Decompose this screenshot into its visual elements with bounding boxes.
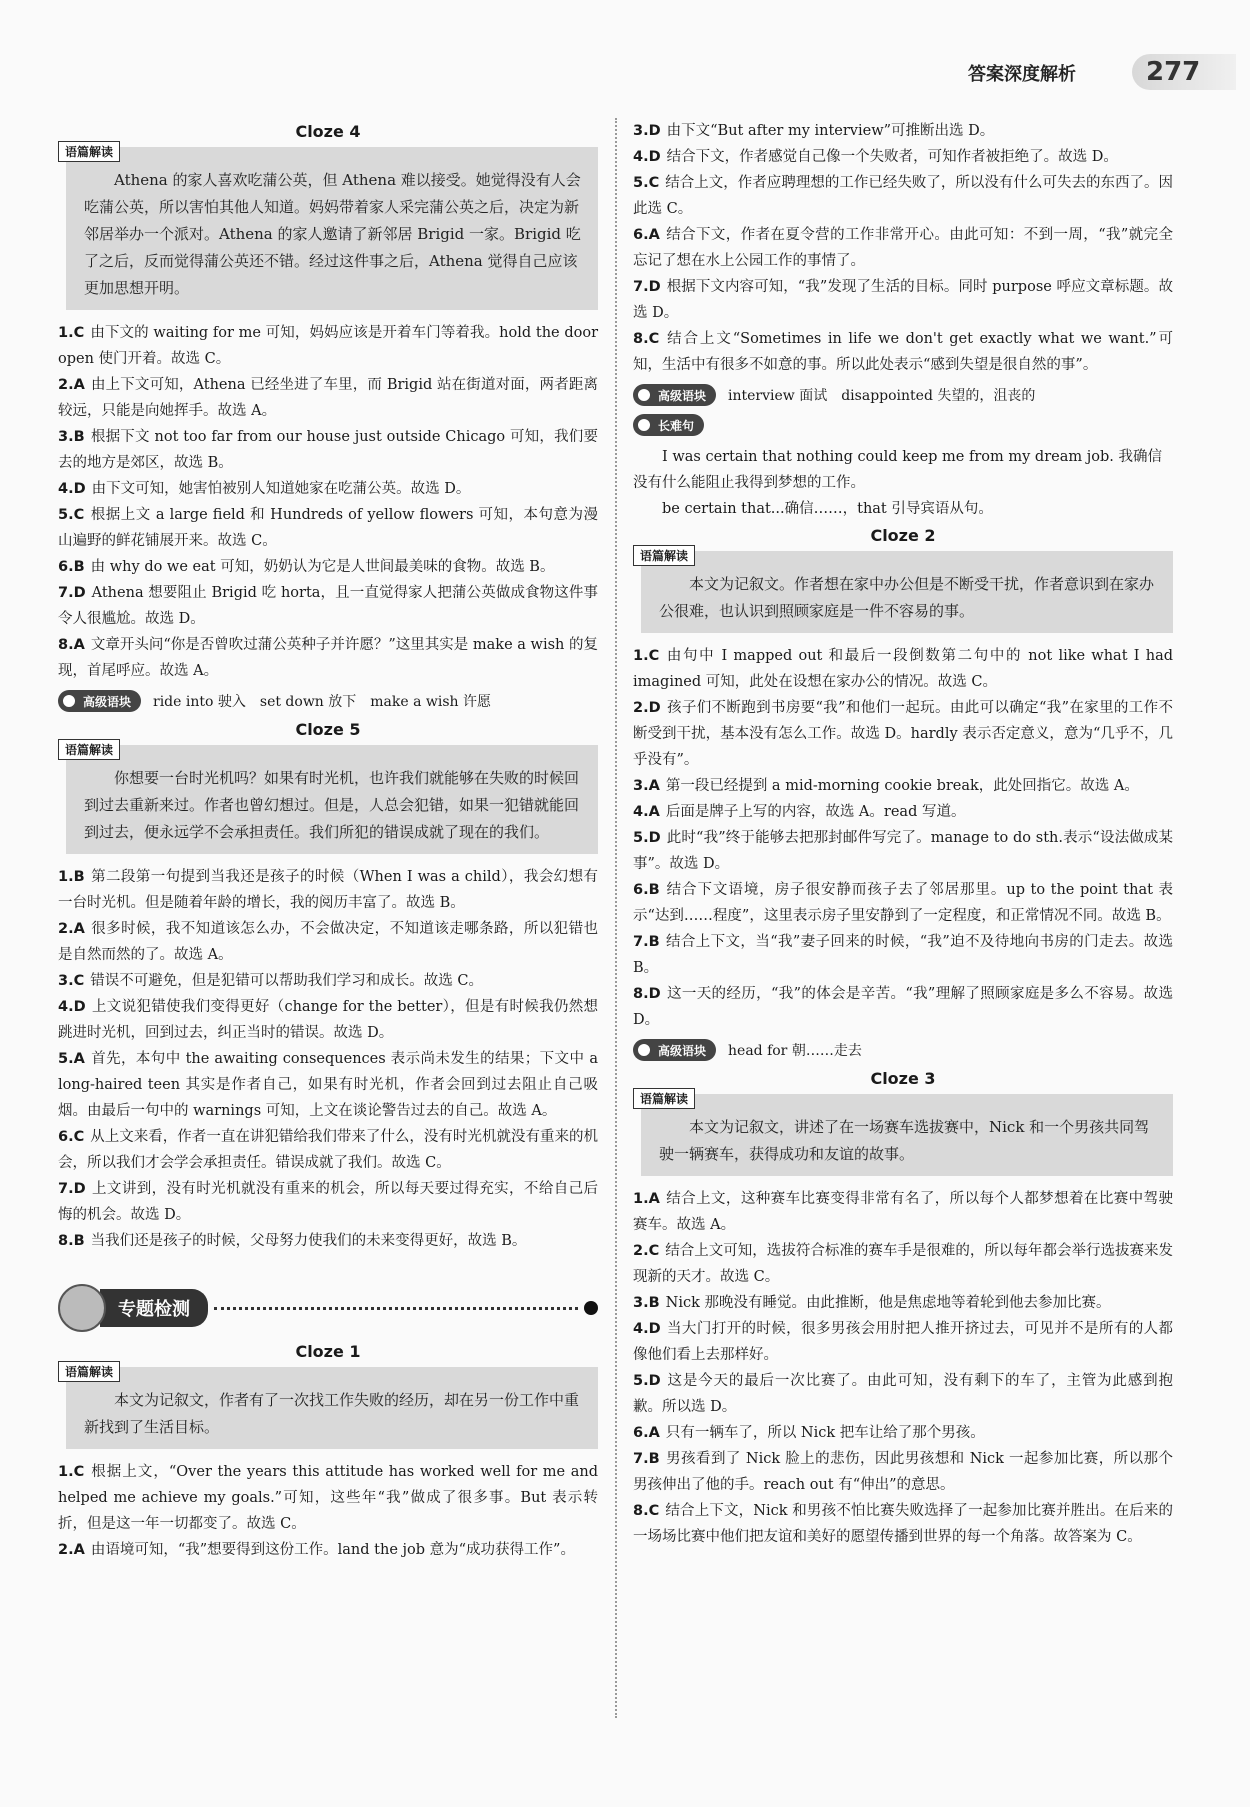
- cloze3-analysis: 本文为记叙文，讲述了在一场赛车选拔赛中，Nick 和一个男孩共同驾驶一辆赛车，获得成功和友谊的故事。: [659, 1118, 1150, 1163]
- answer-number: 8.D: [633, 986, 661, 1002]
- answer-explanation: 首先，本句中 the awaiting consequences 表示尚未发生的结果；下文中 a long-haired teen 其实是作者自己，如果有时光机，作者会回到过去阻止自己吸烟。由最后一句中的 warnings 可知，上文在谈论警告过去的自己。故选 A。: [58, 1051, 598, 1119]
- answer-number: 1.C: [633, 648, 660, 664]
- answer-number: 1.B: [58, 869, 85, 885]
- speech-bubble-icon: [635, 386, 653, 404]
- cloze2-title: Cloze 2: [870, 526, 936, 545]
- answer-item: [633, 695, 1173, 773]
- answer-explanation: 第二段第一句提到当我还是孩子的时候（When I was a child），我会幻想有一台时光机。但是随着年龄的增长，我的阅历丰富了。故选 B。: [58, 869, 598, 911]
- cloze4-analysis-box: [66, 147, 598, 310]
- cloze1-items: [58, 1459, 598, 1563]
- vocab-badge: [58, 690, 141, 712]
- answer-number: 5.D: [633, 1373, 661, 1389]
- page-number: 277: [1132, 54, 1236, 90]
- cloze2-analysis-box: [641, 551, 1173, 633]
- answer-explanation: 上文说犯错使我们变得更好（change for the better），但是有时候我仍然想跳进时光机，回到过去，纠正当时的错误。故选 D。: [58, 999, 598, 1041]
- cloze3-title: Cloze 3: [870, 1069, 936, 1088]
- left-column: [58, 118, 598, 1563]
- answer-item: [58, 372, 598, 424]
- answer-number: 4.D: [58, 481, 86, 497]
- answer-number: 4.A: [633, 804, 660, 820]
- answer-number: 1.A: [633, 1191, 660, 1207]
- answer-explanation: 结合上文，作者应聘理想的工作已经失败了，所以没有什么可失去的东西了。因此选 C。: [633, 175, 1173, 217]
- answer-explanation: 第一段已经提到 a mid-morning cookie break，此处回指它。故选 A。: [665, 778, 1139, 794]
- dotted-rule: [214, 1307, 578, 1310]
- cloze1-vocab: [633, 384, 1173, 406]
- answer-number: 3.C: [58, 973, 85, 989]
- vocab-text: interview 面试 disappointed 失望的，沮丧的: [728, 388, 1036, 404]
- answer-explanation: 当我们还是孩子的时候，父母努力使我们的未来变得更好，故选 B。: [90, 1233, 527, 1249]
- answer-item: [58, 968, 598, 994]
- cloze5-analysis-box: [66, 745, 598, 854]
- vocab-badge: [633, 1039, 716, 1061]
- header-title: 答案深度解析: [968, 64, 1076, 85]
- vocab-tag: 高级语块: [658, 388, 707, 403]
- answer-item: [633, 1420, 1173, 1446]
- answer-explanation: 由下文可知，她害怕被别人知道她家在吃蒲公英。故选 D。: [91, 481, 471, 497]
- answer-item: [633, 643, 1173, 695]
- answer-explanation: Athena 想要阻止 Brigid 吃 horta，且一直觉得家人把蒲公英做成食物这件事令人很尴尬。故选 D。: [58, 585, 598, 627]
- cloze4-analysis: Athena 的家人喜欢吃蒲公英，但 Athena 难以接受。她觉得没有人会吃蒲公英，所以害怕其他人知道。妈妈带着家人采完蒲公英之后，决定为新邻居举办一个派对。Athena 的家人邀请了新邻居 Brigid 一家。Brigid 吃了之后，反而觉得蒲公英还不错。经过这件事之后，Athena 觉得自己应该更加思想开明。: [84, 171, 581, 297]
- answer-number: 3.B: [58, 429, 85, 445]
- answer-item: [633, 799, 1173, 825]
- answer-number: 8.C: [633, 331, 660, 347]
- answer-item: [58, 502, 598, 554]
- answer-item: [633, 877, 1173, 929]
- answer-number: 3.A: [633, 778, 660, 794]
- answer-item: [633, 1186, 1173, 1238]
- cloze1-analysis: 本文为记叙文，作者有了一次找工作失败的经历，却在另一份工作中重新找到了生活目标。: [84, 1391, 580, 1436]
- cloze5-analysis: 你想要一台时光机吗？如果有时光机，也许我们就能够在失败的时候回到过去重新来过。作者也曾幻想过。但是，人总会犯错，如果一犯错就能回到过去，便永远学不会承担责任。我们所犯的错误成就了现在的我们。: [84, 769, 580, 841]
- answer-number: 6.A: [633, 227, 660, 243]
- answer-item: [633, 981, 1173, 1033]
- column-divider: [615, 118, 617, 1718]
- analysis-tag: 语篇解读: [633, 1088, 695, 1109]
- answer-number: 2.D: [633, 700, 661, 716]
- cloze1-continued-items: [633, 118, 1173, 378]
- answer-explanation: 此时“我”终于能够去把那封邮件写完了。manage to do sth.表示“设法做成某事”。故选 D。: [633, 830, 1173, 872]
- answer-item: [58, 424, 598, 476]
- vocab-badge: [633, 384, 716, 406]
- answer-number: 7.D: [58, 1181, 86, 1197]
- answer-item: [58, 580, 598, 632]
- answer-explanation: 错误不可避免，但是犯错可以帮助我们学习和成长。故选 C。: [90, 973, 483, 989]
- answer-item: [633, 1290, 1173, 1316]
- vocab-tag: 高级语块: [83, 694, 132, 709]
- answer-explanation: 上文讲到，没有时光机就没有重来的机会，所以每天要过得充实，不给自己后悔的机会。故选 D。: [58, 1181, 598, 1223]
- cloze2-analysis: 本文为记叙文。作者想在家中办公但是不断受干扰，作者意识到在家办公很难，也认识到照顾家庭是一件不容易的事。: [659, 575, 1155, 620]
- long-sentence: I was certain that nothing could keep me from my dream job. 我确信没有什么能阻止我得到梦想的工作。: [633, 449, 1162, 491]
- answer-explanation: 男孩看到了 Nick 脸上的悲伤，因此男孩想和 Nick 一起参加比赛，所以那个男孩伸出了他的手。reach out 有“伸出”的意思。: [633, 1451, 1173, 1493]
- answer-item: [633, 1238, 1173, 1290]
- answer-item: [58, 1537, 598, 1563]
- vocab-tag: 高级语块: [658, 1043, 707, 1058]
- answer-explanation: 由 why do we eat 可知，奶奶认为它是人世间最美味的食物。故选 B。: [90, 559, 555, 575]
- answer-item: [58, 994, 598, 1046]
- analysis-tag: 语篇解读: [633, 545, 695, 566]
- mascot-icon: [58, 1284, 106, 1332]
- answer-explanation: 根据上文 a large field 和 Hundreds of yellow flowers 可知，本句意为漫山遍野的鲜花铺展开来。故选 C。: [58, 507, 598, 549]
- answer-number: 5.C: [633, 175, 660, 191]
- answer-explanation: Nick 那晚没有睡觉。由此推断，他是焦虑地等着轮到他去参加比赛。: [665, 1295, 1111, 1311]
- answer-item: [58, 1176, 598, 1228]
- answer-number: 1.C: [58, 1464, 85, 1480]
- answer-item: [58, 864, 598, 916]
- answer-number: 3.D: [633, 123, 661, 139]
- cloze2-vocab: [633, 1039, 1173, 1061]
- answer-explanation: 根据上文，“Over the years this attitude has worked well for me and helped me achieve my goals.”可知，这些年“我”做成了很多事。But 表示转折，但是这一年一切都变了。故选 C。: [58, 1464, 598, 1532]
- answer-explanation: 由语境可知，“我”想要得到这份工作。land the job 意为“成功获得工作”。: [90, 1542, 575, 1558]
- cloze5-title: Cloze 5: [295, 720, 361, 739]
- answer-item: [633, 326, 1173, 378]
- answer-number: 7.D: [633, 279, 661, 295]
- answer-explanation: 结合上文，这种赛车比赛变得非常有名了，所以每个人都梦想着在比赛中驾驶赛车。故选 A。: [633, 1191, 1173, 1233]
- answer-item: [58, 554, 598, 580]
- vocab-text: ride into 驶入 set down 放下 make a wish 许愿: [153, 694, 492, 710]
- answer-number: 6.B: [633, 882, 660, 898]
- cloze2-items: [633, 643, 1173, 1033]
- answer-item: [633, 773, 1173, 799]
- answer-explanation: 结合下文语境，房子很安静而孩子去了邻居那里。up to the point that 表示“达到……程度”，这里表示房子里安静到了一定程度，和正常情况不同。故选 B。: [633, 882, 1173, 924]
- analysis-tag: 语篇解读: [58, 739, 120, 760]
- cloze3-items: [633, 1186, 1173, 1550]
- answer-item: [58, 1228, 598, 1254]
- answer-explanation: 根据下文 not too far from our house just outside Chicago 可知，我们要去的地方是郊区，故选 B。: [58, 429, 598, 471]
- answer-explanation: 这是今天的最后一次比赛了。由此可知，没有剩下的车了，主管为此感到抱歉。所以选 D。: [633, 1373, 1173, 1415]
- answer-explanation: 结合上文可知，选拔符合标准的赛车手是很难的，所以每年都会举行选拔赛来发现新的天才。故选 C。: [633, 1243, 1173, 1285]
- cloze1-analysis-box: [66, 1367, 598, 1449]
- answer-item: [633, 929, 1173, 981]
- answer-number: 3.B: [633, 1295, 660, 1311]
- answer-number: 6.B: [58, 559, 85, 575]
- answer-item: [633, 1498, 1173, 1550]
- answer-explanation: 只有一辆车了，所以 Nick 把车让给了那个男孩。: [665, 1425, 985, 1441]
- answer-explanation: 由上下文可知，Athena 已经坐进了车里，而 Brigid 站在街道对面，两者距离较远，只能是向她挥手。故选 A。: [58, 377, 598, 419]
- answer-number: 6.C: [58, 1129, 85, 1145]
- cloze5-items: [58, 864, 598, 1254]
- answer-number: 2.C: [633, 1243, 660, 1259]
- answer-item: [58, 476, 598, 502]
- cloze4-items: [58, 320, 598, 684]
- answer-explanation: 结合上下文，当“我”妻子回来的时候，“我”迫不及待地向书房的门走去。故选 B。: [633, 934, 1173, 976]
- cloze3-analysis-box: [641, 1094, 1173, 1176]
- cloze1-title: Cloze 1: [295, 1342, 361, 1361]
- topic-label: 专题检测: [100, 1289, 208, 1327]
- answer-number: 4.D: [633, 1321, 661, 1337]
- answer-number: 8.B: [58, 1233, 85, 1249]
- answer-item: [58, 632, 598, 684]
- cloze4-title: Cloze 4: [295, 122, 361, 141]
- long-sentence-header: [633, 414, 1173, 436]
- answer-item: [633, 1446, 1173, 1498]
- answer-explanation: 根据下文内容可知，“我”发现了生活的目标。同时 purpose 呼应文章标题。故选 D。: [633, 279, 1173, 321]
- long-sentence-note: be certain that...确信……，that 引导宾语从句。: [662, 501, 993, 517]
- answer-explanation: 从上文来看，作者一直在讲犯错给我们带来了什么，没有时光机就没有重来的机会，所以我们才会学会承担责任。错误成就了我们。故选 C。: [58, 1129, 598, 1171]
- answer-number: 5.C: [58, 507, 85, 523]
- answer-explanation: 结合上文“Sometimes in life we don't get exactly what we want.”可知，生活中有很多不如意的事。所以此处表示“感到失望是很自然的事”。: [633, 331, 1173, 373]
- answer-number: 8.A: [58, 637, 85, 653]
- answer-explanation: 由下文“But after my interview”可推断出选 D。: [666, 123, 995, 139]
- answer-number: 7.D: [58, 585, 86, 601]
- answer-number: 5.A: [58, 1051, 85, 1067]
- analysis-tag: 语篇解读: [58, 141, 120, 162]
- answer-number: 2.A: [58, 921, 85, 937]
- analysis-tag: 语篇解读: [58, 1361, 120, 1382]
- answer-number: 2.A: [58, 1542, 85, 1558]
- answer-explanation: 由下文的 waiting for me 可知，妈妈应该是开着车门等着我。hold the door open 使门开着。故选 C。: [58, 325, 598, 367]
- cloze4-vocab: [58, 690, 598, 712]
- answer-number: 7.B: [633, 934, 660, 950]
- long-sentence-tag: 长难句: [658, 418, 695, 433]
- answer-number: 2.A: [58, 377, 85, 393]
- topic-banner: [58, 1284, 598, 1332]
- answer-item: [633, 144, 1173, 170]
- answer-item: [633, 825, 1173, 877]
- answer-explanation: 孩子们不断跑到书房要“我”和他们一起玩。由此可以确定“我”在家里的工作不断受到干扰，基本没有怎么工作。故选 D。hardly 表示否定意义，意为“几乎不，几乎没有”。: [633, 700, 1173, 768]
- answer-number: 5.D: [633, 830, 661, 846]
- answer-number: 4.D: [58, 999, 86, 1015]
- speech-bubble-icon: [635, 416, 653, 434]
- answer-explanation: 结合下文，作者在夏令营的工作非常开心。由此可知：不到一周，“我”就完全忘记了想在水上公园工作的事情了。: [633, 227, 1173, 269]
- answer-item: [633, 222, 1173, 274]
- answer-item: [58, 916, 598, 968]
- answer-item: [633, 1316, 1173, 1368]
- answer-number: 7.B: [633, 1451, 660, 1467]
- answer-item: [633, 118, 1173, 144]
- answer-explanation: 文章开头问“你是否曾吹过蒲公英种子并许愿？”这里其实是 make a wish 的复现，首尾呼应。故选 A。: [58, 637, 598, 679]
- answer-item: [58, 1046, 598, 1124]
- long-sentence-badge: [633, 414, 704, 436]
- answer-explanation: 结合上下文，Nick 和男孩不怕比赛失败选择了一起参加比赛并胜出。在后来的一场场比赛中他们把友谊和美好的愿望传播到世界的每一个角落。故答案为 C。: [633, 1503, 1173, 1545]
- answer-number: 4.D: [633, 149, 661, 165]
- answer-explanation: 后面是牌子上写的内容，故选 A。read 写道。: [665, 804, 966, 820]
- answer-item: [58, 1459, 598, 1537]
- answer-explanation: 很多时候，我不知道该怎么办，不会做决定，不知道该走哪条路，所以犯错也是自然而然的了。故选 A。: [58, 921, 598, 963]
- answer-item: [633, 274, 1173, 326]
- answer-item: [633, 170, 1173, 222]
- answer-explanation: 由句中 I mapped out 和最后一段倒数第二句中的 not like what I had imagined 可知，此处在设想在家办公的情况。故选 C。: [633, 648, 1173, 690]
- answer-item: [58, 320, 598, 372]
- vocab-text: head for 朝……走去: [728, 1043, 862, 1059]
- speech-bubble-icon: [635, 1041, 653, 1059]
- answer-number: 8.C: [633, 1503, 660, 1519]
- answer-number: 6.A: [633, 1425, 660, 1441]
- answer-explanation: 结合下文，作者感觉自己像一个失败者，可知作者被拒绝了。故选 D。: [666, 149, 1118, 165]
- speech-bubble-icon: [60, 692, 78, 710]
- answer-item: [58, 1124, 598, 1176]
- answer-explanation: 当大门打开的时候，很多男孩会用肘把人推开挤过去，可见并不是所有的人都像他们看上去那样好。: [633, 1321, 1173, 1363]
- bullet-end-icon: [584, 1301, 598, 1315]
- answer-number: 1.C: [58, 325, 85, 341]
- answer-explanation: 这一天的经历，“我”的体会是辛苦。“我”理解了照顾家庭是多么不容易。故选 D。: [633, 986, 1173, 1028]
- answer-item: [633, 1368, 1173, 1420]
- right-column: [633, 118, 1173, 1550]
